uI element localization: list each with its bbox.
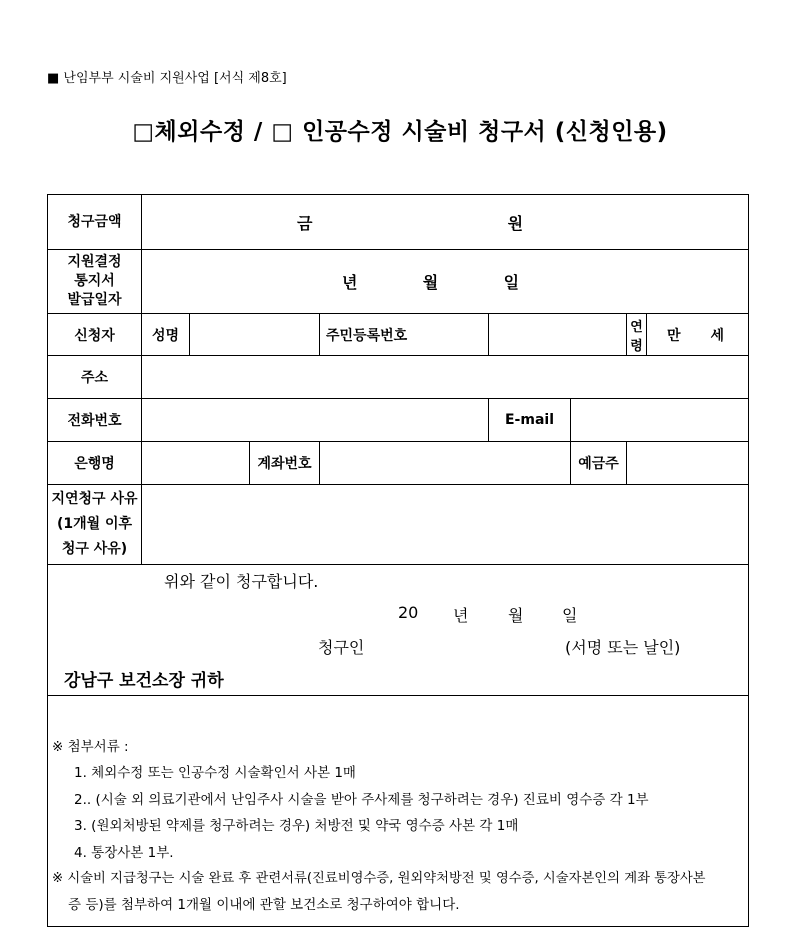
recipient-office: 강남구 보건소장 귀하 — [64, 671, 224, 691]
address-label: 주소 — [48, 356, 142, 399]
applicant-label: 신청자 — [48, 314, 142, 356]
delay-reason-label: 지연청구 사유 (1개월 이후 청구 사유) — [48, 485, 142, 565]
declaration-row — [48, 565, 749, 696]
claim-form-table — [47, 194, 749, 927]
declaration-block — [48, 565, 749, 696]
signature-note: (서명 또는 날인) — [565, 638, 681, 657]
year-text: 년 — [342, 273, 358, 292]
day-text: 일 — [503, 273, 520, 292]
decision-date-label: 지원결정 통지서 발급일자 — [48, 250, 142, 314]
geum-text: 금 — [297, 213, 313, 233]
address-field[interactable] — [142, 356, 749, 399]
delay-reason-field[interactable] — [142, 485, 749, 565]
month-text: 월 — [422, 273, 439, 292]
attachment-item-1: 1. 체외수정 또는 인공수정 시술확인서 사본 1매 — [74, 765, 356, 781]
declaration-statement: 위와 같이 청구합니다. — [164, 572, 319, 591]
attachment-item-2: 2.. (시술 외 의료기관에서 난임주사 시술을 받아 주사제를 청구하려는 경우) 진료비 영수증 각 1부 — [74, 792, 649, 808]
declaration-day: 일 — [562, 606, 578, 625]
bank-field[interactable] — [142, 442, 250, 485]
form-number-note: ■ 난임부부 시술비 지원사업 [서식 제8호] — [47, 71, 287, 86]
amount-label: 청구금액 — [48, 195, 142, 250]
claim-deadline-note-2: 증 등)를 첨부하여 1개월 이내에 관할 보건소로 청구하여야 합니다. — [68, 897, 460, 913]
page-title: □체외수정 / □ 인공수정 시술비 청구서 (신청인용) — [132, 119, 668, 145]
rrn-label: 주민등록번호 — [320, 314, 489, 356]
bank-row — [48, 442, 749, 485]
age-field[interactable] — [647, 314, 749, 356]
rrn-field[interactable] — [489, 314, 627, 356]
decision-date-field[interactable] — [142, 250, 749, 314]
man-text: 만 — [667, 327, 681, 344]
amount-field[interactable] — [142, 195, 749, 250]
attachments-heading: ※ 첨부서류 : — [52, 739, 129, 755]
declaration-year: 년 — [453, 606, 469, 625]
attachments-row — [48, 696, 749, 927]
delay-reason-row — [48, 485, 749, 565]
account-label: 계좌번호 — [250, 442, 320, 485]
se-text: 세 — [710, 327, 725, 344]
claimant-label: 청구인 — [318, 638, 365, 657]
attachments-block — [48, 696, 749, 927]
won-text: 원 — [507, 213, 524, 233]
claim-deadline-note-1: ※ 시술비 지급청구는 시술 완료 후 관련서류(진료비영수증, 원외약처방전 및 영수증, 시술자본인의 계좌 통장사본 — [52, 871, 706, 886]
declaration-year-prefix: 20 — [398, 603, 419, 622]
declaration-month: 월 — [508, 606, 524, 625]
bank-label: 은행명 — [48, 442, 142, 485]
email-field[interactable] — [571, 399, 749, 442]
applicant-row — [48, 314, 749, 356]
account-field[interactable] — [320, 442, 571, 485]
phone-field[interactable] — [142, 399, 489, 442]
amount-row — [48, 195, 749, 250]
name-field[interactable] — [190, 314, 320, 356]
holder-field[interactable] — [627, 442, 749, 485]
attachment-item-3: 3. (원외처방된 약제를 청구하려는 경우) 처방전 및 약국 영수증 사본 각 1매 — [74, 818, 519, 834]
decision-date-row — [48, 250, 749, 314]
name-label: 성명 — [142, 314, 190, 356]
phone-row — [48, 399, 749, 442]
email-label: E-mail — [489, 399, 571, 442]
attachment-item-4: 4. 통장사본 1부. — [74, 845, 174, 861]
phone-label: 전화번호 — [48, 399, 142, 442]
holder-label: 예금주 — [571, 442, 627, 485]
age-label: 연령 — [627, 314, 647, 356]
address-row — [48, 356, 749, 399]
